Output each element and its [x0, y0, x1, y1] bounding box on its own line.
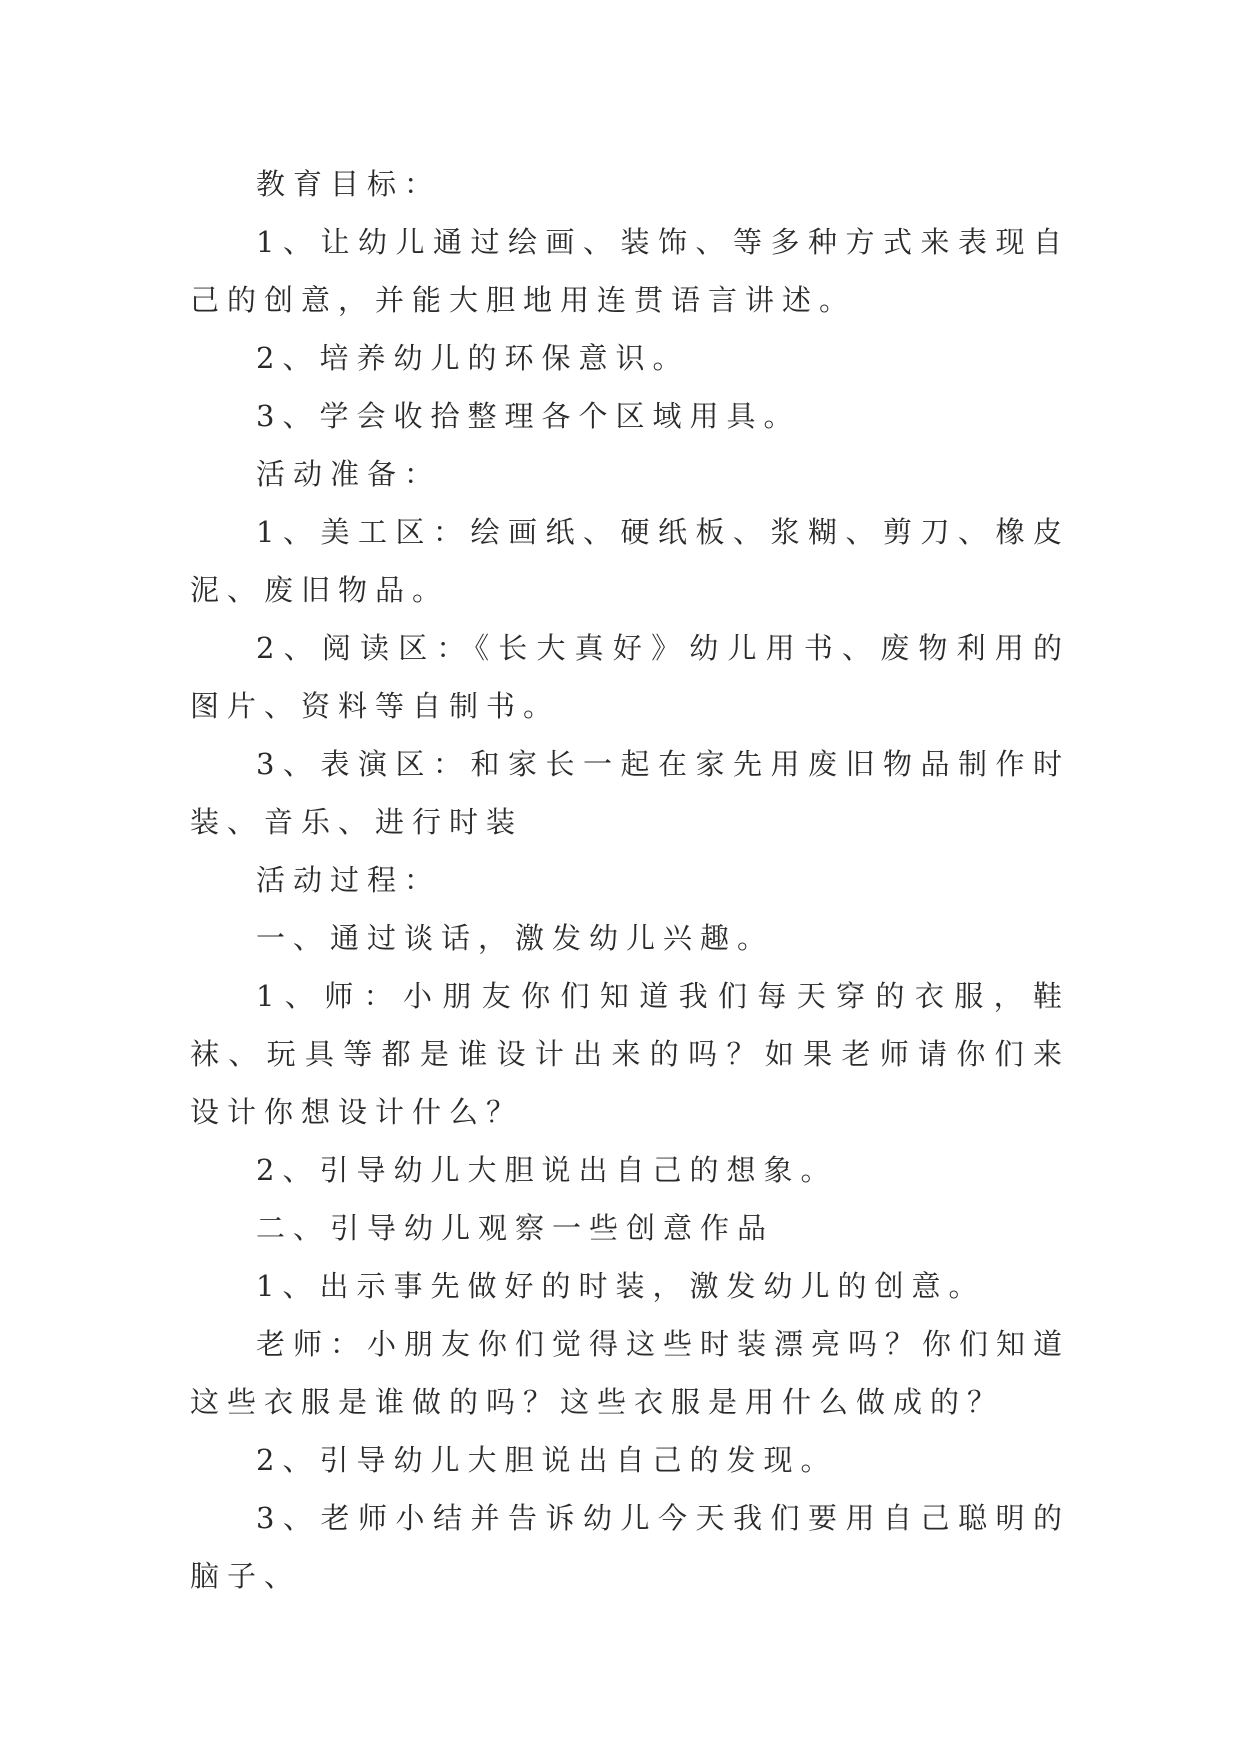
- process-item-2-2: 2、引导幼儿大胆说出自己的发现。: [256, 1443, 838, 1477]
- preparation-item-2: 2、阅读区：《长大真好》幼儿用书、废物利用的图片、资料等自制书。: [190, 631, 1070, 723]
- goal-item-3: 3、学会收拾整理各个区域用具。: [256, 399, 801, 433]
- heading-activity-preparation: 活动准备：: [256, 457, 442, 491]
- process-section-2: 二、引导幼儿观察一些创意作品: [256, 1211, 775, 1245]
- heading-activity-process: 活动过程：: [256, 863, 442, 897]
- goal-item-2: 2、培养幼儿的环保意识。: [256, 341, 690, 375]
- process-item-2-1: 1、出示事先做好的时装，激发幼儿的创意。: [256, 1269, 986, 1303]
- goal-item-1: 1、让幼儿通过绘画、装饰、等多种方式来表现自己的创意，并能大胆地用连贯语言讲述。: [190, 225, 1070, 317]
- preparation-item-3: 3、表演区：和家长一起在家先用废旧物品制作时装、音乐、进行时装: [190, 747, 1070, 839]
- process-item-2-3: 3、老师小结并告诉幼儿今天我们要用自己聪明的脑子、: [190, 1501, 1070, 1593]
- process-item-1-1: 1、师：小朋友你们知道我们每天穿的衣服，鞋袜、玩具等都是谁设计出来的吗？如果老师请你们来设计你想设计什么？: [190, 979, 1070, 1129]
- document-body: [190, 155, 1070, 1605]
- process-section-1: 一、通过谈话，激发幼儿兴趣。: [256, 921, 775, 955]
- process-item-1-2: 2、引导幼儿大胆说出自己的想象。: [256, 1153, 838, 1187]
- heading-education-goals: 教育目标：: [256, 167, 442, 201]
- preparation-item-1: 1、美工区：绘画纸、硬纸板、浆糊、剪刀、橡皮泥、废旧物品。: [190, 515, 1070, 607]
- teacher-dialogue: 老师：小朋友你们觉得这些时装漂亮吗？你们知道这些衣服是谁做的吗？这些衣服是用什么做成的？: [190, 1327, 1071, 1419]
